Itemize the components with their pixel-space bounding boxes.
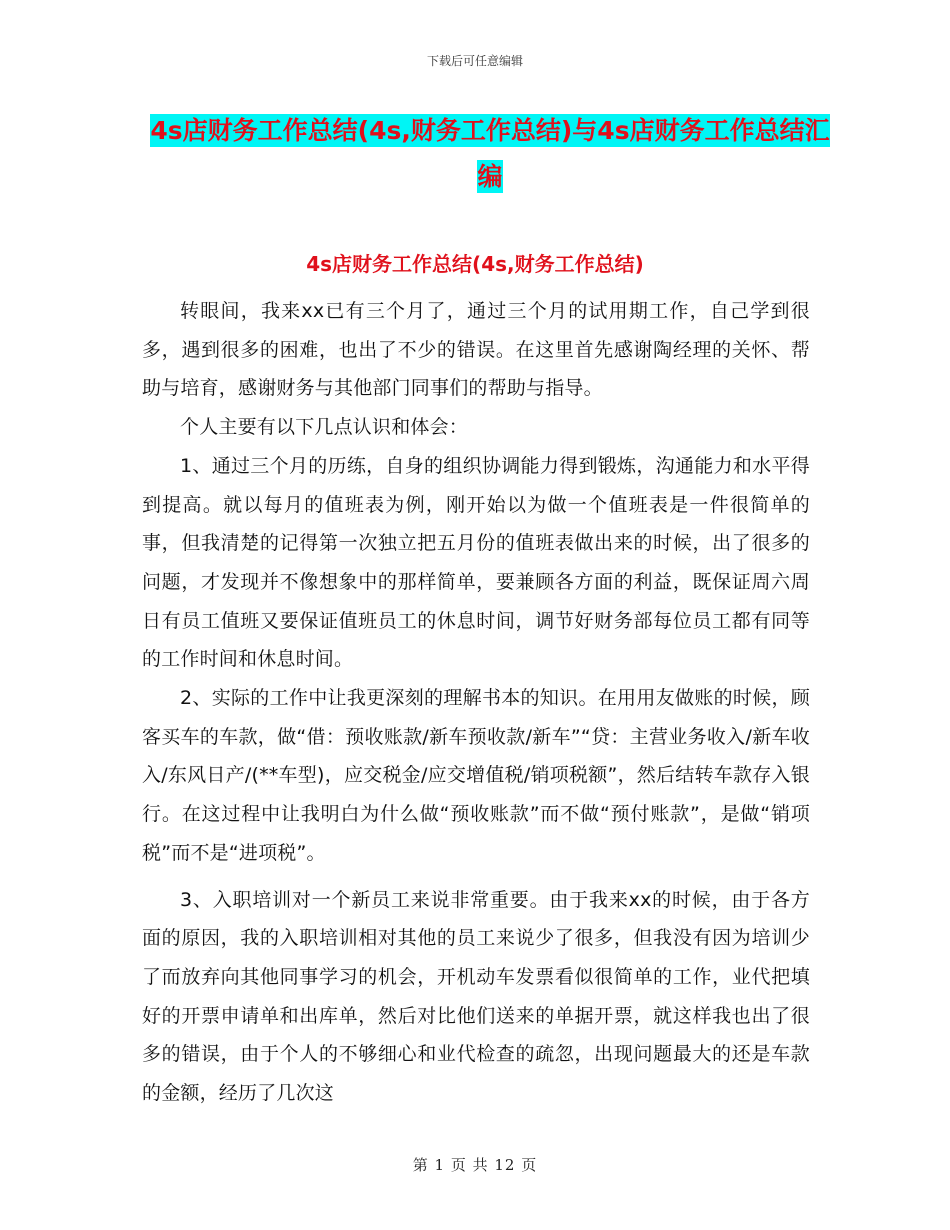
paragraph-point-2: 2、实际的工作中让我更深刻的理解书本的知识。在用用友做账的时候，顾客买车的车款，做“借：预收账款/新车预收款/新车”“贷：主营业务收入/新车收入/东风日产/(**车型)，应交税金/应交增值税/销项税额”，然后结转车款存入银行。在这过程中让我明白为什么做“预收账款”而不做“预付账款”，是做“销项税”而不是“进项税”。 (142, 687, 810, 864)
document-body (142, 292, 810, 1113)
header-note: 下载后可任意编辑 (426, 54, 523, 68)
document-title (140, 108, 840, 200)
document-title-text: 4s店财务工作总结(4s,财务工作总结)与4s店财务工作总结汇编 (150, 116, 830, 191)
section-title: 4s店财务工作总结(4s,财务工作总结) (306, 252, 644, 276)
paragraph-point-3: 3、入职培训对一个新员工来说非常重要。由于我来xx的时候，由于各方面的原因，我的入职培训相对其他的员工来说少了很多，但我没有因为培训少了而放弃向其他同事学习的机会，开机动车发票看似很简单的工作，业代把填好的开票申请单和出库单，然后对比他们送来的单据开票，就这样我也出了很多的错误，由于个人的不够细心和业代检查的疏忽，出现问题最大的还是车款的金额，经历了几次这 (142, 888, 810, 1105)
page-indicator: 第 1 页 共 12 页 (412, 1156, 538, 1174)
paragraph-intro: 转眼间，我来xx已有三个月了，通过三个月的试用期工作，自己学到很多，遇到很多的困难，也出了不少的错误。在这里首先感谢陶经理的关怀、帮助与培育，感谢财务与其他部门同事们的帮助与指导。 (142, 300, 810, 400)
paragraph-point-1: 1、通过三个月的历练，自身的组织协调能力得到锻炼，沟通能力和水平得到提高。就以每月的值班表为例，刚开始以为做一个值班表是一件很简单的事，但我清楚的记得第一次独立把五月份的值班表做出来的时候，出了很多的问题，才发现并不像想象中的那样简单，要兼顾各方面的利益，既保证周六周日有员工值班又要保证值班员工的休息时间，调节好财务部每位员工都有同等的工作时间和休息时间。 (142, 454, 810, 671)
paragraph-summary-lead: 个人主要有以下几点认识和体会： (180, 416, 469, 439)
